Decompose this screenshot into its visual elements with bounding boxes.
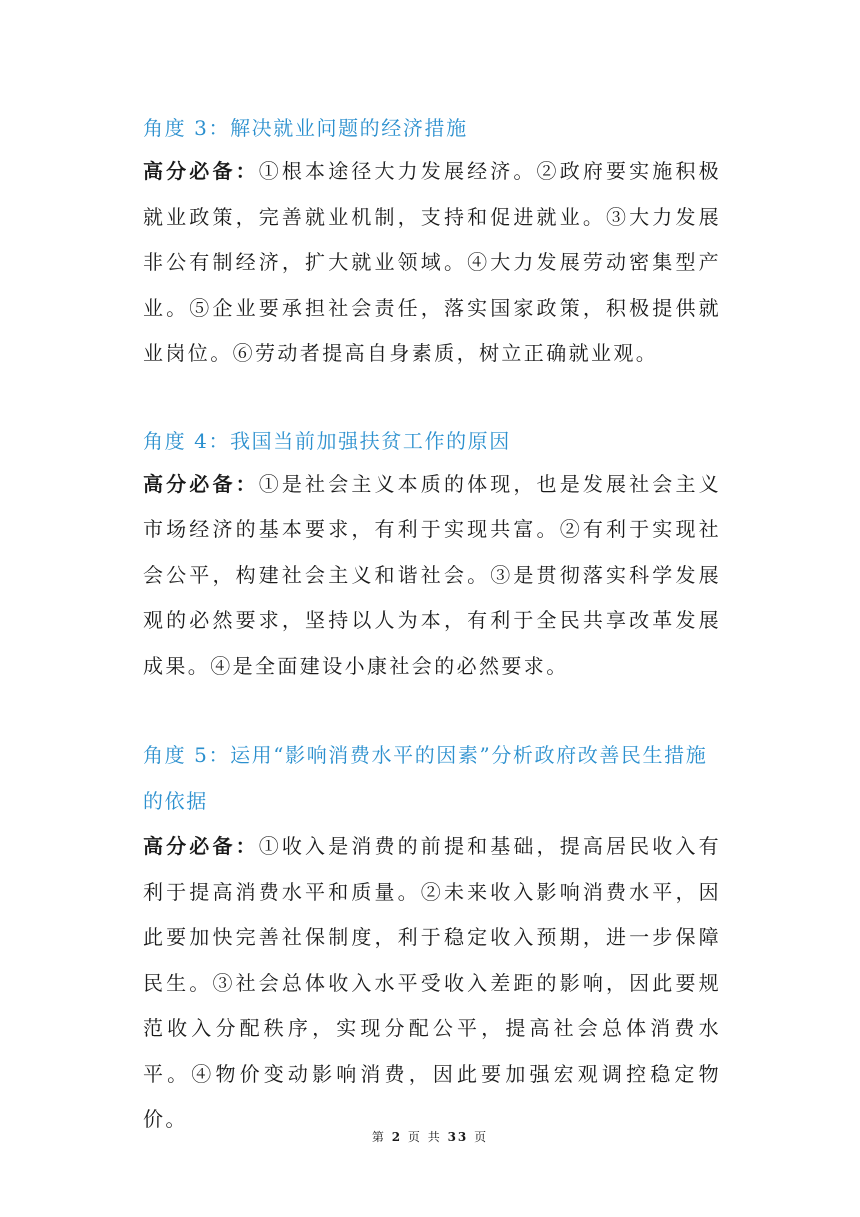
footer-middle: 页 共 <box>407 1130 442 1144</box>
page-footer <box>0 1128 860 1145</box>
footer-prefix: 第 <box>371 1130 386 1144</box>
section-heading: 角度 3：解决就业问题的经济措施 <box>143 116 468 140</box>
answer-label: 高分必备： <box>143 834 259 858</box>
section-spacer <box>143 377 721 421</box>
answer-label: 高分必备： <box>143 159 259 183</box>
section-heading: 角度 5：运用“影响消费水平的因素”分析政府改善民生措施的依据 <box>143 743 708 813</box>
current-page-number: 2 <box>391 1130 403 1144</box>
section-angle-5 <box>143 733 721 1143</box>
section-body <box>143 462 721 690</box>
total-page-number: 33 <box>447 1130 469 1144</box>
section-angle-4 <box>143 421 721 690</box>
footer-suffix: 页 <box>474 1130 489 1144</box>
answer-text: ①是社会主义本质的体现，也是发展社会主义市场经济的基本要求，有利于实现共富。②有利于实现社会公平，构建社会主义和谐社会。③是贯彻落实科学发展观的必然要求，坚持以人为本，有利于全民共享改革发展成果。④是全面建设小康社会的必然要求。 <box>143 471 721 678</box>
section-heading: 角度 4：我国当前加强扶贫工作的原因 <box>143 428 511 453</box>
answer-text: ①根本途径大力发展经济。②政府要实施积极就业政策，完善就业机制，支持和促进就业。③大力发展非公有制经济，扩大就业领域。④大力发展劳动密集型产业。⑤企业要承担社会责任，落实国家政策，积极提供就业岗位。⑥劳动者提高自身素质，树立正确就业观。 <box>143 159 721 365</box>
answer-text: ①收入是消费的前提和基础，提高居民收入有利于提高消费水平和质量。②未来收入影响消费水平，因此要加快完善社保制度，利于稳定收入预期，进一步保障民生。③社会总体收入水平受收入差距的影响，因此要规范收入分配秩序，实现分配公平，提高社会总体消费水平。④物价变动影响消费，因此要加强宏观调控稳定物价。 <box>143 834 721 1131</box>
answer-label: 高分必备： <box>143 471 259 496</box>
section-angle-3 <box>143 108 721 377</box>
section-body <box>143 824 721 1143</box>
document-page <box>143 108 721 1143</box>
section-body <box>143 149 721 377</box>
section-spacer <box>143 689 721 733</box>
